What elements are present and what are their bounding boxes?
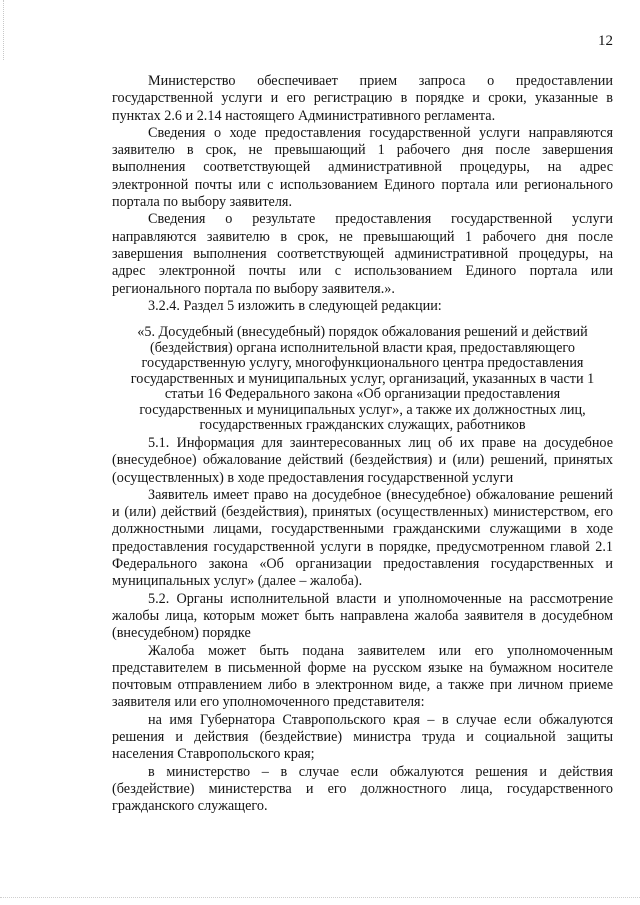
paragraph: Сведения о результате предоставления государственной услуги направляются заявителю в срок, не превышающий 1 рабочего дня после завершения выполнения соответствующей административной процедуры, на адрес электронной почты или с использованием Единого портала или регионального портала по выбору заявителя.».	[112, 211, 613, 297]
paragraph: 5.2. Органы исполнительной власти и уполномоченные на рассмотрение жалобы лица, которым может быть направлена жалоба заявителя в досудебном (внесудебном) порядке	[112, 590, 613, 642]
scan-margin-artifact	[3, 0, 5, 60]
document-body-top	[112, 73, 613, 315]
page-number: 12	[598, 33, 613, 49]
paragraph: Сведения о ходе предоставления государственной услуги направляются заявителю в срок, не превышающий 1 рабочего дня после завершения выполнения соответствующей административной процедуры, на адрес электронной почты или с использованием Единого портала или регионального портала по выбору заявителя.	[112, 124, 613, 211]
paragraph: Министерство обеспечивает прием запроса о предоставлении государственной услуги и его регистрацию в порядке и сроки, указанные в пунктах 2.6 и 2.14 настоящего Административного регламента.	[112, 73, 613, 124]
section-heading: «5. Досудебный (внесудебный) порядок обжалования решений и действий (бездействия) органа исполнительной власти края, предоставляющего государственную услугу, многофункционального центра предоставления государственных и муниципальных услуг, организаций, указанных в части 1 статьи 16 Федерального закона «Об организации предоставления государственных и муниципальных услуг», а также их должностных лиц, государственных гражданских служащих, работников	[130, 324, 595, 433]
paragraph: 3.2.4. Раздел 5 изложить в следующей редакции:	[148, 297, 442, 314]
paragraph: 5.1. Информация для заинтересованных лиц об их праве на досудебное (внесудебное) обжалование действий (бездействия) и (или) решений, принятых (осуществленных) в ходе предоставления государственной услуги	[112, 435, 613, 486]
paragraph: в министерство – в случае если обжалуются решения и действия (бездействие) министерства и его должностного лица, государственного гражданского служащего.	[112, 763, 613, 815]
scan-bottom-artifact	[0, 897, 640, 899]
paragraph: на имя Губернатора Ставропольского края – в случае если обжалуются решения и действия (бездействие) министра труда и социальной защиты населения Ставропольского края;	[112, 711, 613, 763]
paragraph: Жалоба может быть подана заявителем или его уполномоченным представителем в письменной форме на русском языке на бумажном носителе почтовым отправлением либо в электронном виде, а также при личном приеме заявителя или его уполномоченного представителя:	[112, 642, 613, 711]
paragraph: Заявитель имеет право на досудебное (внесудебное) обжалование решений и (или) действий (бездействия), принятых (осуществленных) министерством, его должностными лицами, государственными гражданскими служащими в ходе предоставления государственной услуги в порядке, предусмотренном главой 2.1 Федерального закона «Об организации предоставления государственных и муниципальных услуг» (далее – жалоба).	[112, 486, 613, 590]
document-body-bottom	[112, 435, 613, 816]
